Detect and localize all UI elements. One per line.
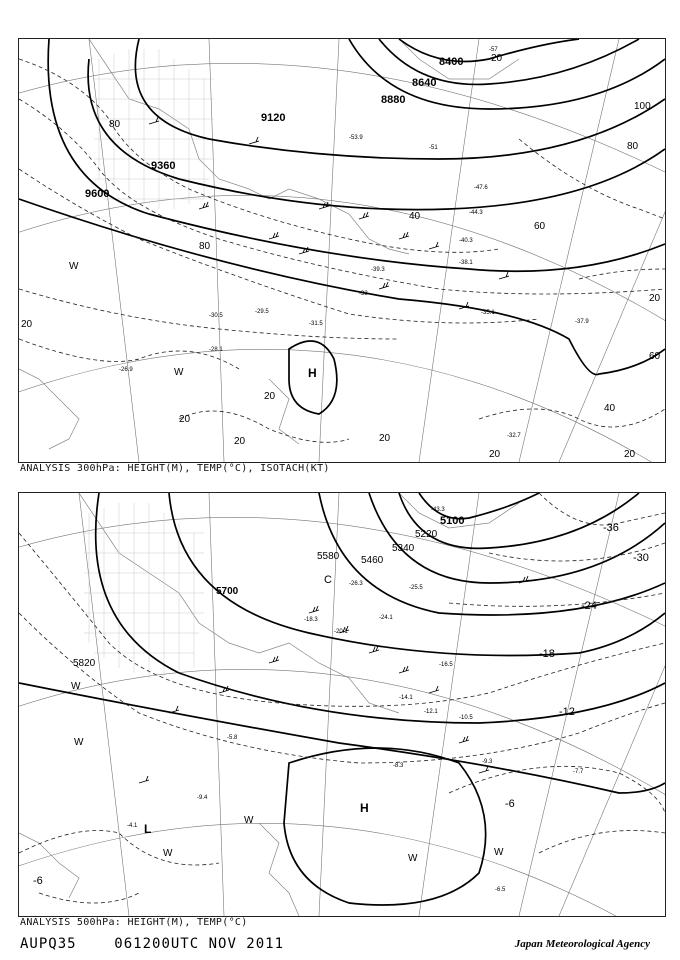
temp-label: -33	[359, 291, 368, 297]
temp-label: -4.1	[127, 823, 138, 829]
temp-label: -7.7	[573, 769, 584, 775]
map-300hpa	[19, 39, 665, 462]
temp-label: -20.1	[334, 629, 348, 635]
height-label: 8400	[439, 56, 464, 68]
temp-label: -18.3	[304, 617, 318, 623]
isotach-label: 60	[534, 221, 546, 232]
height-labels	[85, 56, 463, 200]
temp-label: -53.9	[349, 135, 363, 141]
coastline	[19, 493, 519, 916]
wind-marker: W	[408, 853, 418, 864]
isotherm-label: -36	[603, 522, 619, 534]
temp-label: -37.9	[575, 319, 589, 325]
isotach-label: 20	[624, 449, 636, 460]
temp-label: -29.5	[255, 309, 269, 315]
temp-label: -26.9	[119, 367, 133, 373]
isotach-label: 80	[627, 141, 639, 152]
wind-marker: W	[69, 261, 79, 272]
wind-marker: W	[71, 681, 81, 692]
isotherm-label: -6	[33, 875, 43, 887]
isotach-label: 20	[491, 53, 503, 64]
isotach-label: 40	[409, 211, 421, 222]
chart-code: AUPQ35	[20, 936, 77, 952]
temp-label: -39.3	[371, 267, 385, 273]
height-labels	[73, 515, 464, 669]
temp-label: -38.1	[459, 260, 473, 266]
chart-identifier	[20, 936, 284, 952]
hatched-region	[84, 503, 204, 678]
height-label: 9120	[261, 112, 286, 124]
isotach-label: 80	[109, 119, 121, 130]
valid-time: 061200UTC NOV 2011	[114, 936, 285, 952]
temp-label: -32.7	[507, 433, 521, 439]
graticule	[19, 39, 665, 462]
coastline	[19, 39, 519, 449]
temp-labels	[119, 47, 589, 439]
wind-barbs	[149, 117, 509, 309]
isotach-label: 20	[264, 391, 276, 402]
temp-label: -16.5	[439, 662, 453, 668]
wind-marker: W	[494, 847, 504, 858]
high-pressure-center: H	[360, 801, 369, 815]
temp-label: -25.5	[409, 585, 423, 591]
isotach-labels	[21, 53, 661, 460]
isotach-label: 20	[649, 293, 661, 304]
temp-label: -44.3	[469, 210, 483, 216]
isotach-label: 20	[179, 414, 191, 425]
isotach-label: 20	[21, 319, 33, 330]
wind-marker: W	[174, 367, 184, 378]
temp-label: -8.3	[393, 763, 404, 769]
isotach-label: 60	[649, 351, 661, 362]
temp-label: -9.3	[482, 759, 493, 765]
wind-marker: W	[163, 848, 173, 859]
map-500hpa	[19, 493, 665, 916]
height-label: 9360	[151, 160, 176, 172]
temp-label: -26.3	[349, 581, 363, 587]
height-label: 8640	[412, 77, 437, 89]
isotherm-label: -24	[581, 600, 597, 612]
isotherm-label: -12	[559, 706, 575, 718]
height-label: 5580	[317, 551, 340, 562]
chart-300hpa	[18, 38, 666, 463]
temp-label: -6.5	[495, 887, 506, 893]
wind-marker: W	[244, 815, 254, 826]
cold-center: C	[324, 574, 332, 586]
isotach-label: 20	[489, 449, 501, 460]
temp-label: -24.1	[379, 615, 393, 621]
high-pressure-center: H	[308, 366, 317, 380]
chart-500hpa	[18, 492, 666, 917]
temp-label: -30.5	[209, 313, 223, 319]
temp-label: -14.1	[399, 695, 413, 701]
temp-label: -28.1	[209, 347, 223, 353]
temp-label: -10.5	[459, 715, 473, 721]
height-label: 8880	[381, 94, 406, 106]
temp-label: -43.3	[431, 507, 445, 513]
graticule	[19, 493, 665, 916]
isotach-label: 80	[199, 241, 211, 252]
low-pressure-center: L	[144, 822, 152, 836]
height-label: 5460	[361, 555, 384, 566]
height-contours	[19, 493, 665, 905]
dashed-contours	[19, 59, 665, 442]
isotach-label: 20	[379, 433, 391, 444]
isotherm-label: -30	[633, 552, 649, 564]
dashed-contours	[19, 493, 665, 903]
height-label: 5700	[216, 586, 239, 597]
temp-label: -40.3	[459, 238, 473, 244]
height-label: 5820	[73, 658, 96, 669]
height-label: 5220	[415, 529, 438, 540]
wind-marker: W	[74, 737, 84, 748]
caption-300hpa: ANALYSIS 300hPa: HEIGHT(M), TEMP(°C), ISOTACH(KT)	[20, 463, 330, 474]
isotherm-label: -6	[505, 798, 515, 810]
caption-500hpa: ANALYSIS 500hPa: HEIGHT(M), TEMP(°C)	[20, 917, 248, 928]
temp-label: -51	[429, 145, 438, 151]
temp-label: -47.6	[474, 185, 488, 191]
temp-label: -5.8	[227, 735, 238, 741]
temp-label: -31.5	[309, 321, 323, 327]
isotach-label: 100	[634, 101, 651, 112]
agency-name: Japan Meteorological Agency	[514, 938, 650, 950]
isotach-label: 20	[234, 436, 246, 447]
temp-label: -35.1	[481, 310, 495, 316]
isotherm-label: -18	[539, 648, 555, 660]
height-label: 5340	[392, 543, 415, 554]
height-label: 9600	[85, 188, 110, 200]
temp-label: -57	[489, 47, 498, 53]
height-contours	[19, 39, 665, 414]
isotach-label: 40	[604, 403, 616, 414]
temp-label: -9.4	[197, 795, 208, 801]
height-label: 5100	[440, 515, 465, 527]
temp-label: -12.1	[424, 709, 438, 715]
